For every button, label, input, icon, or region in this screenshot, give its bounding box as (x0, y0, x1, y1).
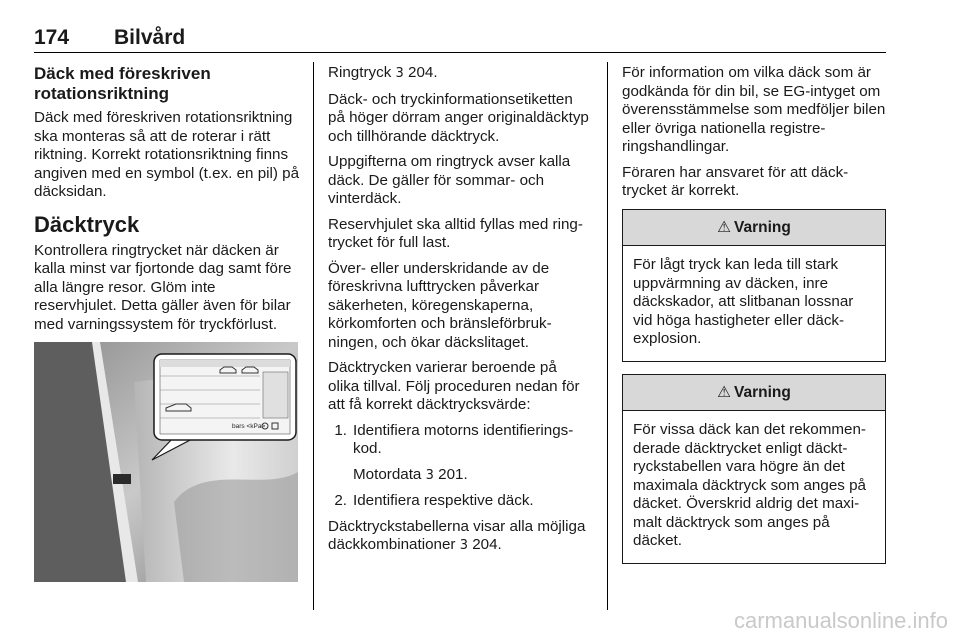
column-divider (313, 62, 314, 610)
paragraph (328, 64, 592, 84)
page-ref[interactable]: 201. (438, 465, 468, 483)
warning-body (623, 411, 885, 563)
column-left (34, 64, 302, 582)
warning-header (623, 375, 885, 412)
warning-box (622, 374, 886, 564)
inline-text: Ringtryck (328, 64, 396, 81)
paragraph: Däck- och tryckinformationsetiketten på höger dörram anger originaldäcktyp och tillhörande däcktryck. (328, 90, 589, 145)
paragraph: Däck med föreskriven rotationsriktning ska monteras så att de roterar i rätt riktning. Korrekt rotationsriktning finns angiven med en symbol (t.ex. en pil) på däcksidan. (34, 109, 300, 200)
step-number: 1. (334, 421, 347, 439)
page-ref-icon: 3 (395, 66, 404, 81)
warning-title: Varning (734, 218, 791, 236)
paragraph (328, 518, 592, 556)
page-ref-icon: 3 (425, 467, 434, 483)
list-item (328, 492, 592, 511)
figure-label: bars <kPa> (232, 423, 266, 430)
warning-body (623, 246, 885, 361)
page-ref-icon: 3 (459, 538, 468, 553)
warning-icon: ⚠ (717, 382, 732, 401)
page-ref[interactable]: 204. (472, 536, 502, 553)
paragraph: Uppgifterna om ringtryck avser kalla däck. De gäller för sommar- och vinterdäck. (328, 153, 571, 207)
warning-title: Varning (734, 383, 791, 401)
warning-text: För lågt tryck kan leda till stark uppvärmning av däcken, inre däckskador, att slitbanan lossnar vid höga hastigheter eller däckexplosion. (633, 256, 854, 347)
floor-shadow (174, 472, 298, 582)
page-ref[interactable]: 204. (408, 64, 438, 81)
paragraph: Kontrollera ringtrycket när däcken är kalla minst var fjortonde dag samt före alla längre resor. Glöm inte reservhjulet. Detta gäller även för bilar med varningssystem för tryckförlust. (34, 241, 292, 333)
paragraph: Föraren har ansvaret för att däcktrycket är korrekt. (622, 163, 849, 199)
column-middle (328, 64, 592, 563)
chapter-title: Bilvård (114, 26, 186, 49)
inline-text: Däcktryckstabellerna visar alla möjliga däckkombinationer (328, 517, 586, 553)
section-heading: Däck med föreskriven rotationsriktning (34, 64, 211, 103)
tire-label-sticker (113, 474, 131, 484)
main-heading: Däcktryck (34, 211, 140, 237)
step-text: Identifiera respektive däck. (353, 492, 534, 509)
label-side-panel (263, 372, 288, 418)
step-subtext (353, 466, 592, 486)
header-rule (34, 52, 886, 53)
step-number: 2. (334, 492, 347, 509)
tire-label-door-photo (34, 342, 298, 582)
warning-box (622, 209, 886, 362)
page-header (34, 26, 886, 52)
page-number: 174 (34, 26, 70, 49)
label-top-strip (160, 360, 290, 367)
paragraph: Däcktrycken varierar beroende på olika tillval. Följ proceduren nedan för att få korrekt däcktrycksvärde: (328, 359, 580, 413)
warning-text: För vissa däck kan det rekommenderade däcktrycket enligt däcktryckstabellen vara högre än det maximala däcktryck som anges på däcket. Överskrid aldrig det maximalt däcktryck som anges på däcket. (633, 421, 866, 549)
column-right (622, 64, 886, 576)
inline-text: Motordata (353, 465, 426, 483)
paragraph: För information om vilka däck som är godkända för din bil, se EG-intyget om överensstämmelse som medföljer bilen eller övriga nationella registreringshandlingar. (622, 64, 886, 155)
warning-icon: ⚠ (717, 217, 732, 236)
list-item (328, 422, 592, 486)
paragraph: Över- eller underskridande av de föreskrivna lufttrycken påverkar säkerheten, köregenskaperna, körkomforten och bränsleförbrukningen, och ökar däckslitaget. (328, 259, 552, 351)
paragraph: Reservhjulet ska alltid fyllas med ringtrycket för full last. (328, 215, 583, 251)
step-text: Identifiera motorns identifieringskod. (353, 421, 574, 457)
column-divider (607, 62, 608, 610)
watermark: carmanualsonline.info (733, 608, 948, 633)
warning-header (623, 210, 885, 247)
procedure-list (328, 422, 592, 511)
